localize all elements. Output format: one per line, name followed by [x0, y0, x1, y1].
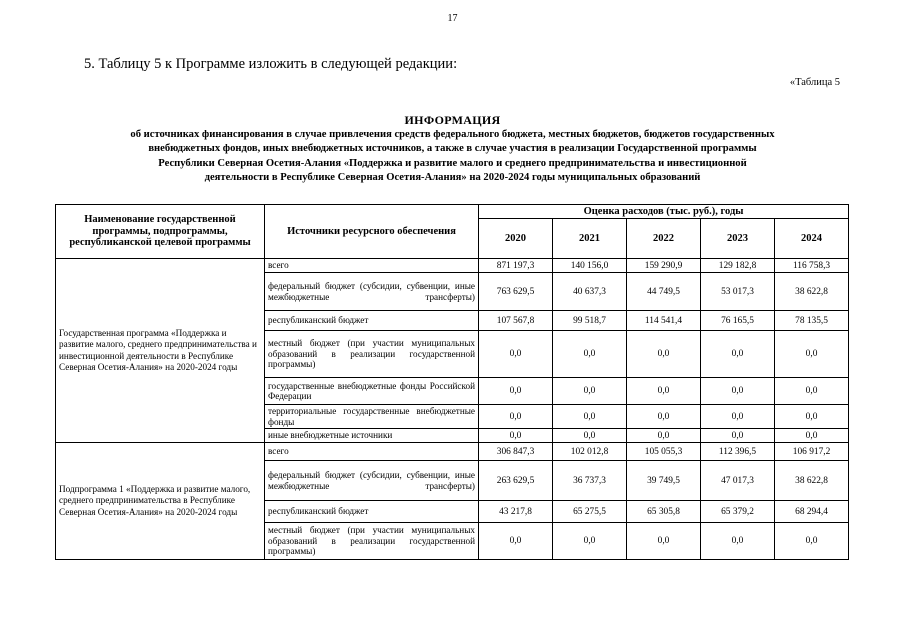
- value-cell: 0,0: [553, 331, 627, 378]
- table-tag: «Таблица 5: [789, 77, 840, 88]
- table-row: [56, 259, 849, 273]
- value-cell: 0,0: [701, 405, 775, 429]
- value-cell: 0,0: [479, 405, 553, 429]
- value-cell: 0,0: [701, 331, 775, 378]
- value-cell: 0,0: [775, 378, 849, 405]
- title-line: деятельности в Республике Северная Осетия-Алания» на 2020-2024 годы муниципальных образований: [204, 172, 701, 183]
- table-row: [56, 443, 849, 461]
- value-cell: 0,0: [479, 378, 553, 405]
- value-cell: 78 135,5: [775, 311, 849, 331]
- value-cell: 0,0: [553, 429, 627, 443]
- value-cell: 763 629,5: [479, 273, 553, 311]
- value-cell: 36 737,3: [553, 461, 627, 501]
- value-cell: 0,0: [627, 331, 701, 378]
- value-cell: 116 758,3: [775, 259, 849, 273]
- value-cell: 68 294,4: [775, 501, 849, 523]
- value-cell: 65 379,2: [701, 501, 775, 523]
- value-cell: 38 622,8: [775, 461, 849, 501]
- financing-table: [55, 204, 849, 560]
- value-cell: 263 629,5: [479, 461, 553, 501]
- value-cell: 0,0: [775, 523, 849, 560]
- value-cell: 40 637,3: [553, 273, 627, 311]
- value-cell: 107 567,8: [479, 311, 553, 331]
- value-cell: 0,0: [553, 405, 627, 429]
- page-number: 17: [447, 13, 458, 24]
- source-cell: местный бюджет (при участии муниципальных образований в реализации государственной программы): [265, 331, 479, 378]
- value-cell: 0,0: [627, 429, 701, 443]
- value-cell: 0,0: [553, 378, 627, 405]
- source-cell: федеральный бюджет (субсидии, субвенции, иные межбюджетные трансферты): [265, 461, 479, 501]
- value-cell: 0,0: [627, 405, 701, 429]
- source-cell: всего: [265, 443, 479, 461]
- value-cell: 306 847,3: [479, 443, 553, 461]
- value-cell: 0,0: [479, 523, 553, 560]
- value-cell: 76 165,5: [701, 311, 775, 331]
- value-cell: 0,0: [701, 429, 775, 443]
- value-cell: 38 622,8: [775, 273, 849, 311]
- title-line: внебюджетных фондов, иных внебюджетных источников, а также в случае участия в реализации Государственной программы: [148, 143, 757, 154]
- program-name-cell: Государственная программа «Поддержка и развитие малого, среднего предпринимательства и инвестиционной деятельности в Республике Северная Осетия-Алания» на 2020-2024 годы: [56, 259, 265, 443]
- header-program-name: Наименование государственной программы, подпрограммы, республиканской целевой программы: [56, 205, 265, 259]
- value-cell: 159 290,9: [627, 259, 701, 273]
- title-heading: ИНФОРМАЦИЯ: [404, 113, 501, 127]
- value-cell: 0,0: [775, 405, 849, 429]
- source-cell: федеральный бюджет (субсидии, субвенции, иные межбюджетные трансферты): [265, 273, 479, 311]
- value-cell: 0,0: [775, 331, 849, 378]
- value-cell: 112 396,5: [701, 443, 775, 461]
- header-year: 2020: [479, 219, 553, 259]
- source-cell: всего: [265, 259, 479, 273]
- value-cell: 114 541,4: [627, 311, 701, 331]
- source-cell: местный бюджет (при участии муниципальных образований в реализации государственной программы): [265, 523, 479, 560]
- header-year: 2024: [775, 219, 849, 259]
- value-cell: 0,0: [553, 523, 627, 560]
- value-cell: 99 518,7: [553, 311, 627, 331]
- value-cell: 0,0: [775, 429, 849, 443]
- value-cell: 102 012,8: [553, 443, 627, 461]
- value-cell: 871 197,3: [479, 259, 553, 273]
- title-line: Республики Северная Осетия-Алания «Поддержка и развитие малого и среднего предпринимательства и инвестиционной: [158, 157, 747, 169]
- value-cell: 0,0: [701, 523, 775, 560]
- header-estimate: Оценка расходов (тыс. руб.), годы: [479, 205, 849, 219]
- header-year: 2022: [627, 219, 701, 259]
- value-cell: 140 156,0: [553, 259, 627, 273]
- subprogram-name-cell: Подпрограмма 1 «Поддержка и развитие малого, среднего предпринимательства в Республике Северная Осетия-Алания» на 2020-2024 годы: [56, 443, 265, 560]
- value-cell: 0,0: [479, 331, 553, 378]
- title-line: об источниках финансирования в случае привлечения средств федерального бюджета, местных бюджетов, бюджетов государственных: [130, 128, 775, 140]
- source-cell: государственные внебюджетные фонды Российской Федерации: [265, 378, 479, 405]
- source-cell: территориальные государственные внебюджетные фонды: [265, 405, 479, 429]
- value-cell: 129 182,8: [701, 259, 775, 273]
- source-cell: иные внебюджетные источники: [265, 429, 479, 443]
- intro-paragraph: 5. Таблицу 5 к Программе изложить в следующей редакции:: [84, 56, 458, 72]
- value-cell: 39 749,5: [627, 461, 701, 501]
- value-cell: 47 017,3: [701, 461, 775, 501]
- value-cell: 44 749,5: [627, 273, 701, 311]
- value-cell: 0,0: [479, 429, 553, 443]
- value-cell: 65 305,8: [627, 501, 701, 523]
- header-year: 2021: [553, 219, 627, 259]
- document-title: [40, 113, 865, 186]
- header-sources: Источники ресурсного обеспечения: [265, 205, 479, 259]
- value-cell: 0,0: [627, 523, 701, 560]
- source-cell: республиканский бюджет: [265, 311, 479, 331]
- value-cell: 43 217,8: [479, 501, 553, 523]
- value-cell: 0,0: [701, 378, 775, 405]
- value-cell: 53 017,3: [701, 273, 775, 311]
- value-cell: 105 055,3: [627, 443, 701, 461]
- header-year: 2023: [701, 219, 775, 259]
- value-cell: 65 275,5: [553, 501, 627, 523]
- value-cell: 0,0: [627, 378, 701, 405]
- value-cell: 106 917,2: [775, 443, 849, 461]
- source-cell: республиканский бюджет: [265, 501, 479, 523]
